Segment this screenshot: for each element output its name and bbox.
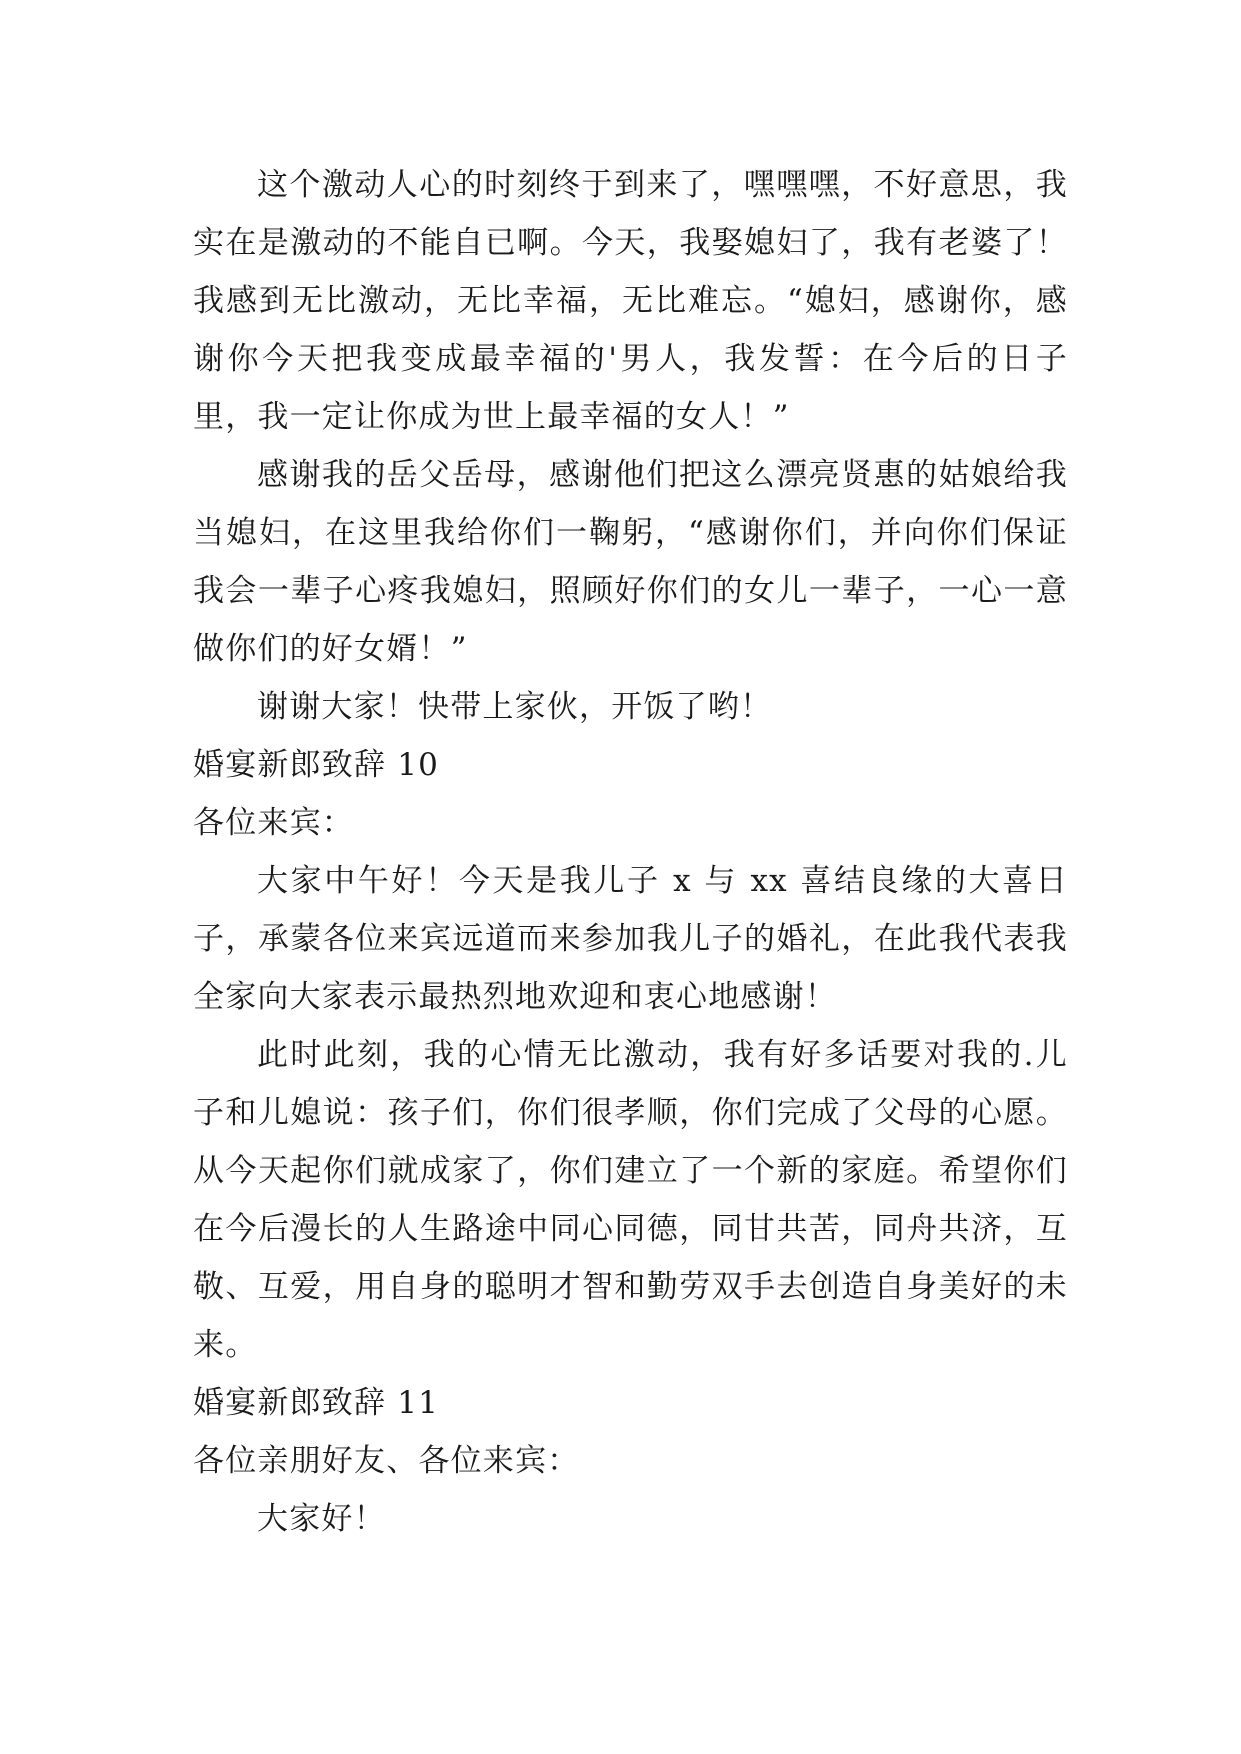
paragraph-opening-speech: 这个激动人心的时刻终于到来了，嘿嘿嘿，不好意思，我实在是激动的不能自已啊。今天，我娶媳妇了，我有老婆了！我感到无比激动，无比幸福，无比难忘。“媳妇，感谢你，感谢你今天把我变成最幸福的'男人，我发誓：在今后的日子里，我一定让你成为世上最幸福的女人！” (193, 167, 1068, 435)
paragraph-closing-thanks: 谢谢大家！快带上家伙，开饭了哟！ (257, 689, 773, 725)
paragraph-greeting: 大家好！ (257, 1501, 386, 1537)
document-body (193, 156, 1068, 1548)
paragraph-welcome: 大家中午好！今天是我儿子 x 与 xx 喜结良缘的大喜日子，承蒙各位来宾远道而来参加我儿子的婚礼，在此我代表我全家向大家表示最热烈地欢迎和衷心地感谢！ (193, 863, 1068, 1015)
paragraph-wishes: 此时此刻，我的心情无比激动，我有好多话要对我的.儿子和儿媳说：孩子们，你们很孝顺，你们完成了父母的心愿。从今天起你们就成家了，你们建立了一个新的家庭。希望你们在今后漫长的人生路途中同心同德，同甘共苦，同舟共济，互敬、互爱，用自身的聪明才智和勤劳双手去创造自身美好的未来。 (193, 1037, 1068, 1363)
salutation-friends-guests: 各位亲朋好友、各位来宾： (193, 1443, 580, 1479)
section-heading-11: 婚宴新郎致辞 11 (193, 1385, 440, 1421)
section-heading-10: 婚宴新郎致辞 10 (193, 747, 440, 783)
paragraph-thanks-parents: 感谢我的岳父岳母，感谢他们把这么漂亮贤惠的姑娘给我当媳妇，在这里我给你们一鞠躬，“感谢你们，并向你们保证我会一辈子心疼我媳妇，照顾好你们的女儿一辈子，一心一意做你们的好女婿！” (193, 457, 1068, 667)
salutation-guests: 各位来宾： (193, 805, 354, 841)
